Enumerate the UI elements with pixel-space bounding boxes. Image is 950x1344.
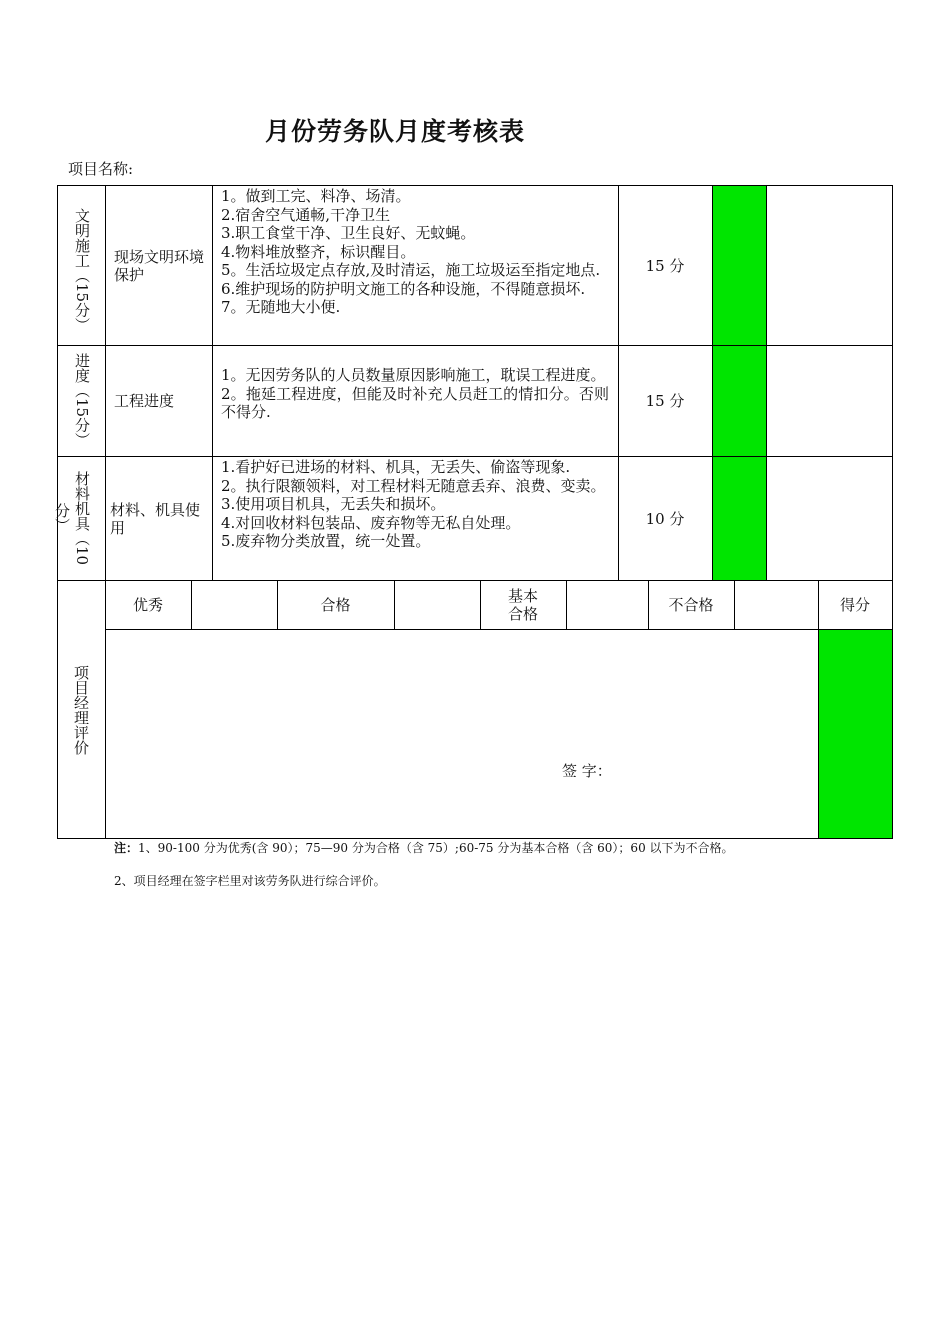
item-materials-usage: 材料、机具使用 <box>110 501 201 537</box>
item-project-progress: 工程进度 <box>114 392 175 410</box>
score-cell-row3 <box>712 457 766 580</box>
score-cell-row1 <box>712 186 766 345</box>
category-materials: 材料机具（10分） <box>53 470 91 566</box>
note-prefix: 注： <box>114 841 139 855</box>
score-row1: 15 分 <box>645 257 685 275</box>
content-row1: 1。做到工完、料净、场清。 2.宿舍空气通畅,干净卫生 3.职工食堂干净、卫生良好、无蚊蝇。 4.物料堆放整齐，标识醒目。 5。生活垃圾定点存放,及时清运，施工垃圾运至指定地点. 6.维护现场的防护明文施工的各种设施，不得随意损坏. 7。无随地大小便. <box>221 187 601 316</box>
note-text-1: 1、90-100 分为优秀(含 90）；75—90 分为合格（含 75）;60-75 分为基本合格（含 60）；60 以下为不合格。 <box>138 841 734 855</box>
content-row3: 1.看护好已进场的材料、机具，无丢失、偷盗等现象. 2。执行限额领料，对工程材料无随意丢弃、浪费、变卖。 3.使用项目机具，无丢失和损坏。 4.对回收材料包装品、废弃物等无私自处理。 5.废弃物分类放置，统一处置。 <box>221 458 606 550</box>
page-title: 月份劳务队月度考核表 <box>264 117 525 146</box>
grade-basic-qualified: 基本合格 <box>507 587 538 623</box>
project-name-label: 项目名称: <box>68 160 134 178</box>
score-cell-row2 <box>712 346 766 456</box>
score-label: 得分 <box>839 596 870 614</box>
category-civilized-construction: 文明施工（15分） <box>73 207 91 333</box>
category-progress: 进度（15分） <box>73 352 91 448</box>
note-line-2: 2、项目经理在签字栏里对该劳务队进行综合评价。 <box>114 874 386 888</box>
signature-label: 签 字： <box>562 762 612 780</box>
manager-evaluation-label: 项目经理评价 <box>72 665 90 755</box>
score-row2: 15 分 <box>645 392 685 410</box>
content-row2: 1。无因劳务队的人员数量原因影响施工，耽误工程进度。 2。拖延工程进度，但能及时补充人员赶工的情扣分。否则不得分. <box>221 366 609 421</box>
note-line-1 <box>114 839 894 856</box>
final-score-cell <box>818 630 892 838</box>
grade-unqualified: 不合格 <box>668 596 714 614</box>
grade-qualified: 合格 <box>320 596 351 614</box>
score-row3: 10 分 <box>645 510 685 528</box>
item-environment-protection: 现场文明环境保护 <box>114 248 205 284</box>
grade-excellent: 优秀 <box>132 596 163 614</box>
